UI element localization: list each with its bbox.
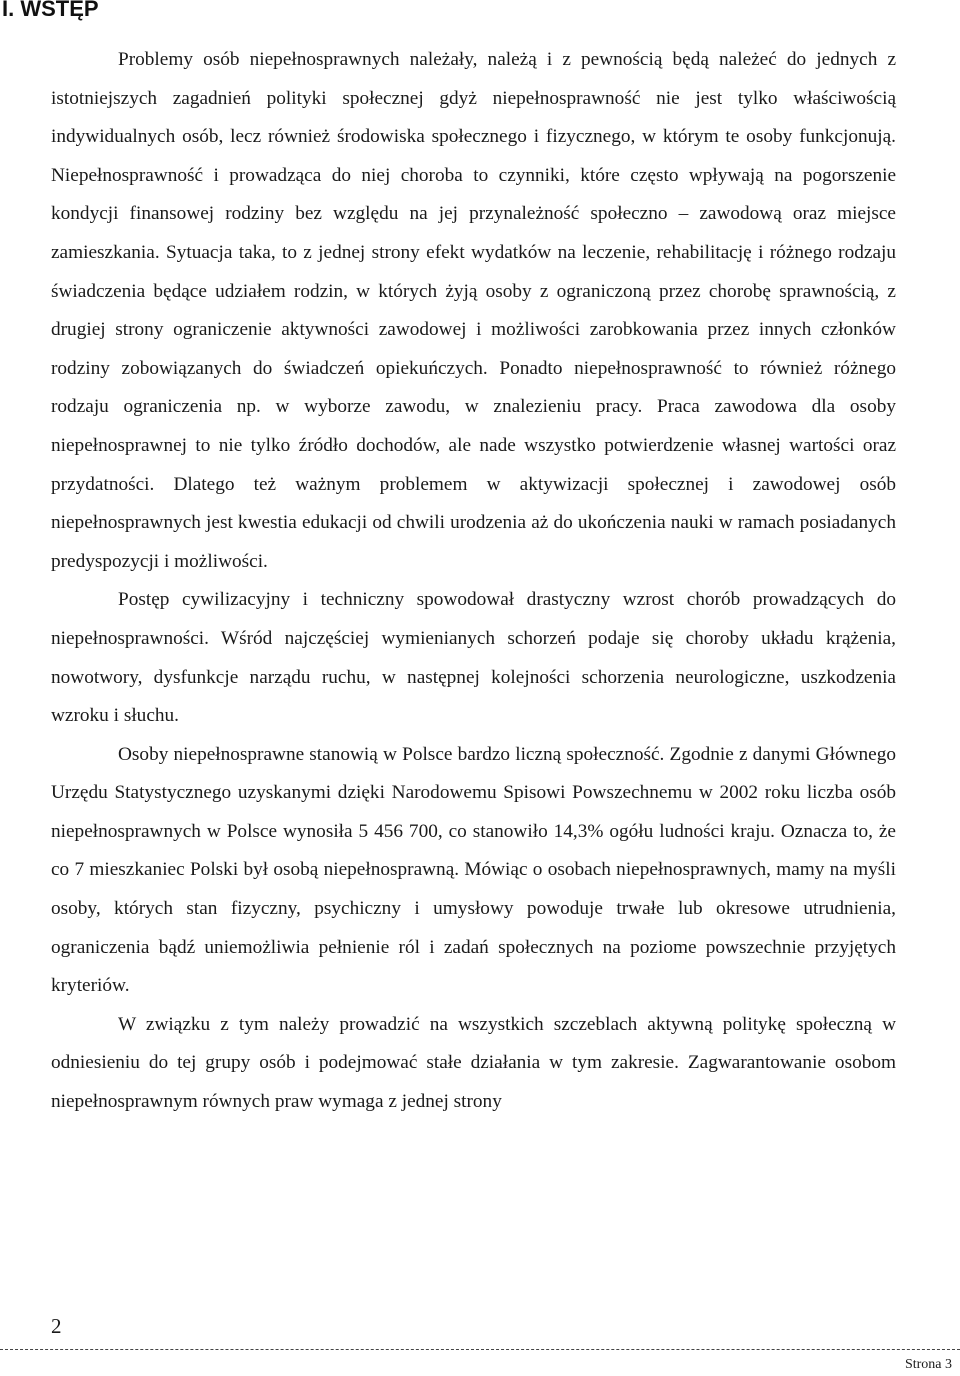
paragraph-social-policy: W związku z tym należy prowadzić na wszystkich szczeblach aktywną politykę społeczną w odniesieniu do tej grupy osób i podejmować stałe działania w tym zakresie. Zagwarantowanie osobom niepełnosprawnym równych praw wymaga z jednej strony [51,1013,896,1113]
paragraph-statistics: Osoby niepełnosprawne stanowią w Polsce bardzo liczną społeczność. Zgodnie z danymi Głównego Urzędu Statystycznego uzyskanymi dzięki Narodowemu Spisowi Powszechnemu w 2002 roku liczba osób niepełnosprawnych w Polsce wynosiła 5 456 700, co stanowiło 14,3% ogółu ludności kraju. Oznacza to, że co 7 mieszkaniec Polski był osobą niepełnosprawną. Mówiąc o osobach niepełnosprawnych, mamy na myśli osoby, których stan fizyczny, psychiczny i umysłowy powoduje trwałe lub okresowe utrudnienia, ograniczenia bądź uniemożliwia pełnienie ról i zadań społecznych na poziome powszechnie przyjętych kryteriów. [51,743,896,997]
section-heading: I. WSTĘP [2,0,99,21]
document-body [51,41,896,1122]
footer-divider [0,1349,960,1350]
paragraph-intro: Problemy osób niepełnosprawnych należały, należą i z pewnością będą należeć do jednych z istotniejszych zagadnień polityki społecznej gdyż niepełnosprawność nie jest tylko właściwością indywidualnych osób, lecz również środowiska społecznego i fizycznego, w którym te osoby funkcjonują. Niepełnosprawność i prowadząca do niej choroba to czynniki, które często wpływają na pogorszenie kondycji finansowej rodziny bez względu na jej przynależność społeczno – zawodową oraz miejsce zamieszkania. Sytuacja taka, to z jednej strony efekt wydatków na leczenie, rehabilitację i różnego rodzaju świadczenia będące udziałem rodzin, w których żyją osoby z ograniczoną przez chorobę sprawnością, z drugiej strony ograniczenie aktywności zawodowej i możliwości zarobkowania przez innych członków rodziny zobowiązanych do świadczeń opiekuńczych. Ponadto niepełnosprawność to również różnego rodzaju ograniczenia np. w wyborze zawodu, w znalezieniu pracy. Praca zawodowa dla osoby niepełnosprawnej to nie tylko źródło dochodów, ale nade wszystko potwierdzenie własnej wartości oraz przydatności. Dlatego też ważnym problemem w aktywizacji społecznej i zawodowej osób niepełnosprawnych jest kwestia edukacji od chwili urodzenia aż do ukończenia nauki w ramach posiadanych predyspozycji i możliwości. [51,49,896,572]
paragraph-civilization-progress: Postęp cywilizacyjny i techniczny spowodował drastyczny wzrost chorób prowadzących do niepełnosprawności. Wśród najczęściej wymienianych schorzeń podaje się choroby układu krążenia, nowotwory, dysfunkcje narządu ruchu, w następnej kolejności schorzenia neurologiczne, uszkodzenia wzroku i słuchu. [51,589,896,727]
footer-page-label: Strona 3 [904,1357,952,1372]
page-number: 2 [51,1314,62,1338]
